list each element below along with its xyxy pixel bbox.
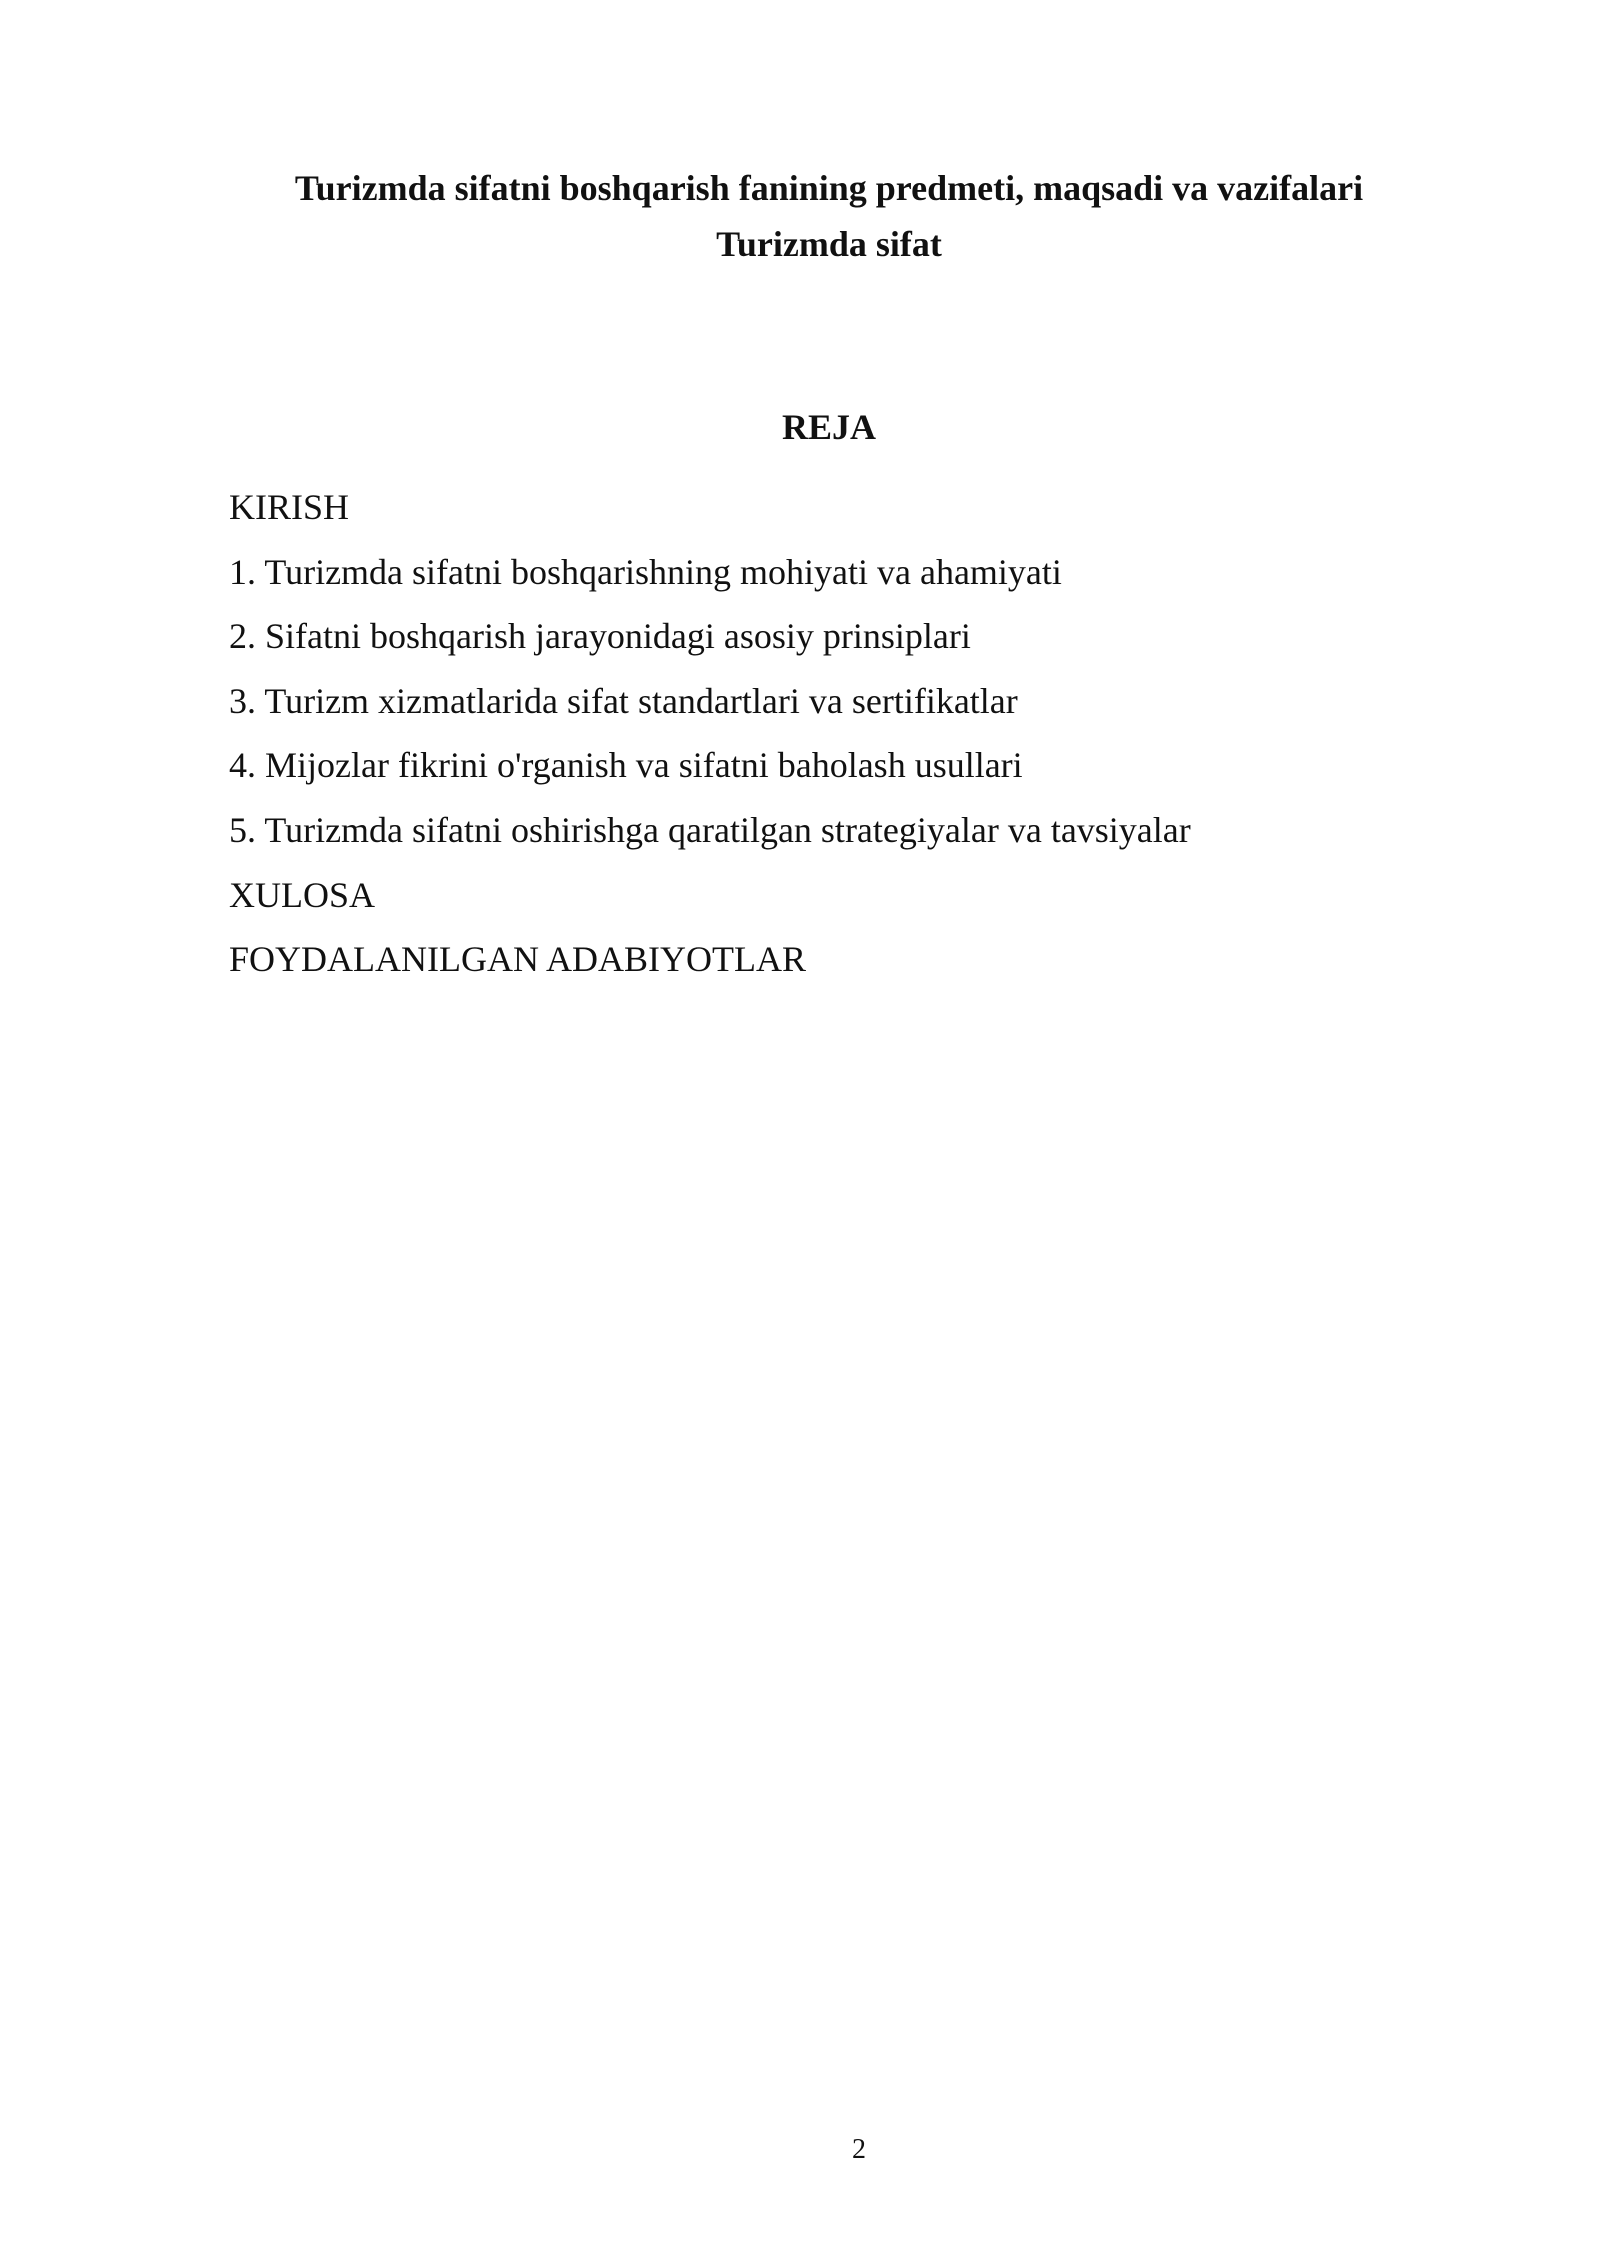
page-number: 2 (852, 2134, 866, 2165)
plan-heading: REJA (781, 407, 876, 447)
plan-item-references: FOYDALANILGAN ADABIYOTLAR (229, 939, 806, 980)
plan-item-1: 1. Turizmda sifatni boshqarishning mohiyati va ahamiyati (229, 551, 1062, 592)
plan-item-4: 4. Mijozlar fikrini o'rganish va sifatni baholash usullari (229, 745, 1023, 786)
title-line-2: Turizmda sifat (716, 224, 942, 264)
document-title (229, 160, 1429, 272)
plan-item-2: 2. Sifatni boshqarish jarayonidagi asosiy prinsiplari (229, 616, 971, 657)
plan-item-conclusion: XULOSA (229, 874, 376, 915)
plan-item-introduction: KIRISH (229, 487, 350, 527)
plan-item-5: 5. Turizmda sifatni oshirishga qaratilgan strategiyalar va tavsiyalar (229, 809, 1191, 850)
plan-list (229, 475, 1191, 992)
title-line-1: Turizmda sifatni boshqarish fanining predmeti, maqsadi va vazifalari (294, 168, 1364, 208)
plan-item-3: 3. Turizm xizmatlarida sifat standartlari va sertifikatlar (229, 680, 1018, 721)
